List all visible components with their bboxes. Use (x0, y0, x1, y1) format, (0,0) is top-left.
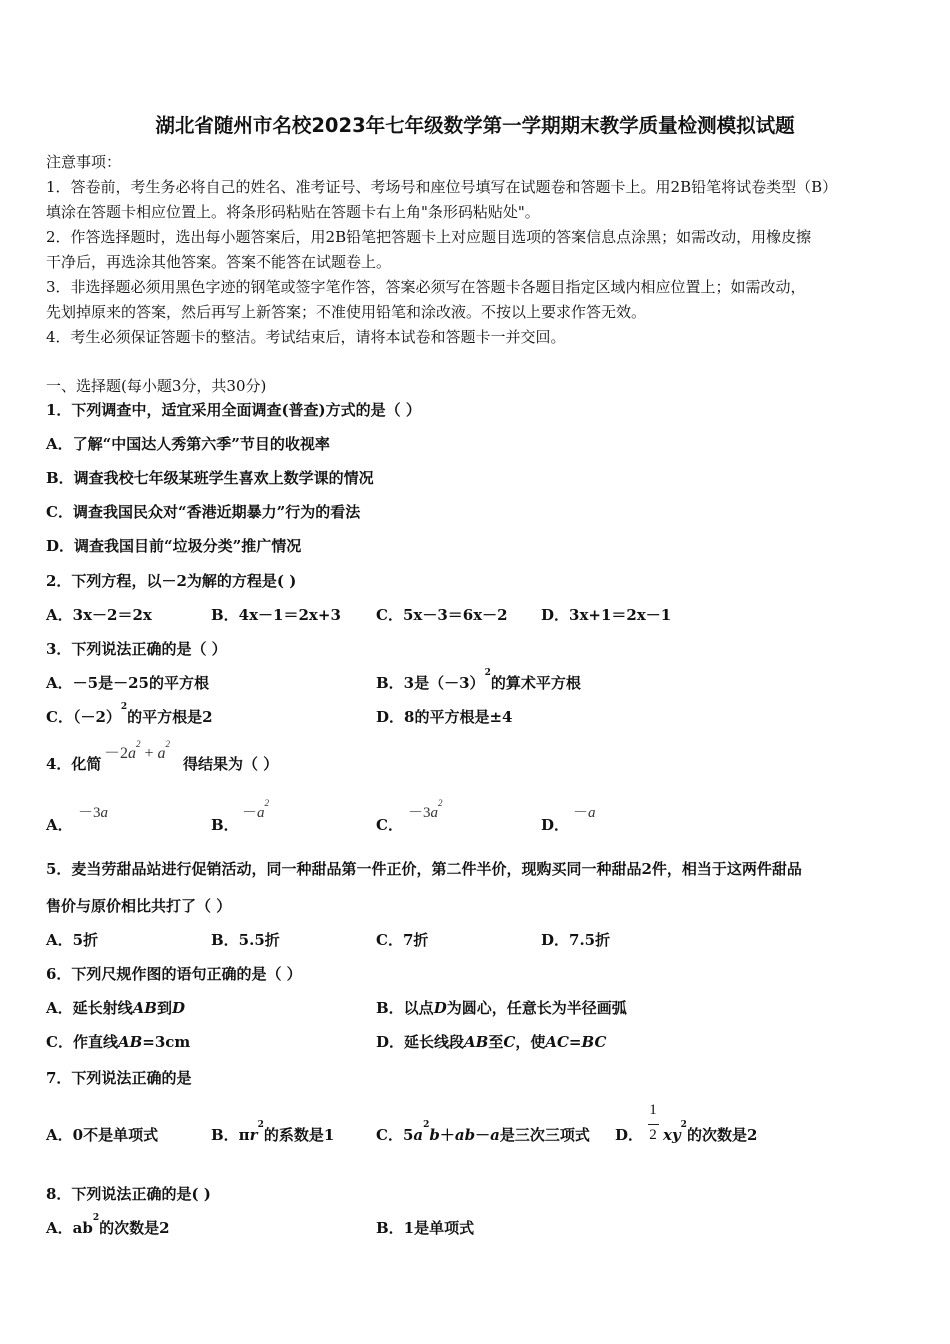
q4-option-a-label: A． (46, 816, 73, 834)
q6-a-text-2: 到 (156, 999, 172, 1017)
page-title: 湖北省随州市名校2023年七年级数学第一学期期末教学质量检测模拟试题 (155, 114, 795, 137)
q7-b-text-2: 的系数是1 (263, 1126, 335, 1144)
notice-line-6: 先划掉原来的答案，然后再写上新答案；不准使用铅笔和涂改液。不按以上要求作答无效。 (46, 303, 647, 321)
q7-d-denominator: 2 (649, 1127, 657, 1143)
q6-d-text-4: = (568, 1033, 582, 1051)
q3-option-b (376, 668, 581, 693)
notice-line-4: 干净后，再选涂其他答案。答案不能答在试题卷上。 (46, 253, 392, 271)
q4-option-b-expr (242, 798, 270, 823)
q7-c-var-1: a (413, 1126, 424, 1144)
q4-b-exp: 2 (264, 798, 270, 808)
q6-option-d (376, 1032, 606, 1052)
q8-a-text-2: 的次数是2 (99, 1219, 170, 1237)
q3-c-exponent: 2 (120, 702, 128, 712)
q7-d-fraction-bar (648, 1124, 659, 1125)
q7-stem: 7．下列说法正确的是 (46, 1069, 192, 1087)
q7-c-text-1: C．5 (376, 1126, 414, 1144)
q7-option-c (376, 1120, 590, 1145)
q6-c-var: AB (117, 1033, 143, 1051)
q3-option-a: A．－5是－25的平方根 (46, 674, 209, 692)
q2-option-a: A．3x－2＝2x (46, 606, 152, 624)
q6-option-c (46, 1032, 190, 1052)
q4-a-coef: －3 (78, 805, 101, 821)
q4-a-var: a (100, 805, 109, 821)
q7-option-a: A．0不是单项式 (46, 1126, 159, 1144)
q7-c-var-2: b (429, 1126, 440, 1144)
q4-expression (104, 739, 171, 764)
q4-expr-plus: + (140, 745, 158, 762)
q5-option-a: A．5折 (46, 931, 99, 949)
q8-option-b: B．1是单项式 (376, 1219, 475, 1237)
q7-option-d-label: D． (615, 1126, 644, 1144)
q4-stem-pre: 4．化简 (46, 755, 102, 773)
q7-c-var-4: a (490, 1126, 500, 1144)
q3-b-exponent: 2 (484, 668, 491, 678)
q7-d-numerator: 1 (649, 1102, 657, 1118)
q7-option-b (211, 1120, 335, 1145)
q2-option-c: C．5x－3＝6x－2 (376, 606, 508, 624)
q1-stem: 1．下列调查中，适宜采用全面调查(普查)方式的是（ ） (46, 401, 421, 419)
q7-option-d-body (663, 1120, 758, 1145)
q6-option-b (376, 998, 627, 1018)
q4-expr-exp-1: 2 (136, 739, 141, 749)
q4-expr-var-2: a (157, 745, 166, 762)
q5-stem-line-2: 售价与原价相比共打了（ ） (46, 897, 232, 915)
q4-c-coef: －3 (408, 805, 431, 821)
q7-c-var-3: ab (454, 1126, 476, 1144)
q7-d-text: 的次数是2 (686, 1126, 758, 1144)
q4-option-d-label: D． (541, 816, 570, 834)
notice-line-3: 2．作答选择题时，选出每小题答案后，用2B铅笔把答题卡上对应题目选项的答案信息点涂黑；如需改动，用橡皮擦 (46, 228, 812, 246)
q3-b-text-2: 的算术平方根 (490, 674, 581, 692)
q4-option-d-expr (573, 803, 596, 823)
q3-option-d: D．8的平方根是±4 (376, 708, 513, 726)
q4-b-var: a (257, 805, 265, 821)
q8-a-text-1: A．ab (46, 1219, 93, 1237)
q7-c-text-2: 是三次三项式 (499, 1126, 590, 1144)
q7-b-exp: 2 (257, 1120, 264, 1130)
q4-c-var: a (430, 805, 439, 821)
q1-option-d: D．调查我国目前“垃圾分类”推广情况 (46, 537, 302, 555)
q6-a-text-1: A．延长射线 (46, 999, 133, 1017)
q4-d-sign: － (573, 805, 589, 821)
q6-b-var: D (433, 999, 447, 1017)
notice-heading: 注意事项： (46, 153, 122, 171)
notice-line-2: 填涂在答题卡相应位置上。将条形码粘贴在答题卡右上角"条形码粘贴处"。 (46, 203, 540, 221)
q2-stem: 2．下列方程，以－2为解的方程是( ) (46, 572, 297, 590)
q7-b-text-1: B．π (211, 1126, 250, 1144)
q7-c-minus: － (475, 1126, 491, 1144)
q6-b-text-1: B．以点 (376, 999, 434, 1017)
q5-option-c: C．7折 (376, 931, 429, 949)
q4-stem-post: 得结果为（ ） (183, 755, 279, 773)
q3-c-text-1: C．（－2） (46, 708, 121, 726)
q6-a-var-2: D (171, 999, 185, 1017)
q6-d-var-4: BC (581, 1033, 607, 1051)
q5-stem-line-1: 5．麦当劳甜品站进行促销活动，同一种甜品第一件正价，第二件半价，现购买同一种甜品2件，相当于这两件甜品 (46, 860, 802, 878)
q7-c-exp: 2 (423, 1120, 430, 1130)
q3-stem: 3．下列说法正确的是（ ） (46, 640, 227, 658)
q2-option-d: D．3x+1＝2x－1 (541, 606, 672, 624)
q6-c-text-1: C．作直线 (46, 1033, 118, 1051)
q8-option-a (46, 1213, 170, 1238)
notice-line-1: 1．答卷前，考生务必将自己的姓名、准考证号、考场号和座位号填写在试题卷和答题卡上。用2B铅笔将试卷类型（B） (46, 178, 838, 196)
q6-d-var-2: C (503, 1033, 516, 1051)
q6-option-a (46, 998, 185, 1018)
q5-option-b: B．5.5折 (211, 931, 280, 949)
q8-stem: 8．下列说法正确的是( ) (46, 1185, 211, 1203)
q4-option-c-label: C． (376, 816, 403, 834)
q4-expr-exp-2: 2 (165, 739, 171, 749)
q3-c-text-2: 的平方根是2 (127, 708, 213, 726)
q6-d-var-3: AC (545, 1033, 569, 1051)
q7-b-var: r (249, 1126, 258, 1144)
q6-b-text-2: 为圆心，任意长为半径画弧 (446, 999, 627, 1017)
q5-option-d: D．7.5折 (541, 931, 611, 949)
q7-d-var: xy (663, 1126, 681, 1144)
q7-c-plus: ＋ (439, 1126, 455, 1144)
q8-a-exp: 2 (92, 1213, 100, 1223)
notice-line-5: 3．非选择题必须用黑色字迹的钢笔或签字笔作答，答案必须写在答题卡各题目指定区域内相应位置上；如需改动， (46, 278, 806, 296)
q6-c-text-2: =3cm (142, 1033, 191, 1051)
q6-d-text-1: D．延长线段 (376, 1033, 465, 1051)
q3-option-c (46, 702, 213, 727)
q6-a-var-1: AB (132, 999, 157, 1017)
q4-option-c-expr (408, 798, 443, 823)
q4-expr-var-1: a (128, 745, 137, 762)
q4-option-a-expr (78, 803, 108, 823)
q7-d-exp: 2 (680, 1120, 687, 1130)
q1-option-b: B．调查我校七年级某班学生喜欢上数学课的情况 (46, 469, 374, 487)
section-heading: 一、选择题(每小题3分，共30分) (46, 377, 267, 395)
q4-expr-coef: －2 (104, 745, 129, 762)
q1-option-a: A．了解“中国达人秀第六季”节目的收视率 (46, 435, 330, 453)
q4-d-var: a (588, 805, 596, 821)
q6-stem: 6．下列尺规作图的语句正确的是（ ） (46, 965, 302, 983)
q2-option-b: B．4x－1＝2x+3 (211, 606, 341, 624)
notice-line-7: 4．考生必须保证答题卡的整洁。考试结束后，请将本试卷和答题卡一并交回。 (46, 328, 566, 346)
q6-d-text-2: 至 (488, 1033, 504, 1051)
q6-d-var-1: AB (464, 1033, 489, 1051)
q4-b-sign: － (242, 805, 258, 821)
q1-option-c: C．调查我国民众对“香港近期暴力”行为的看法 (46, 503, 361, 521)
q3-b-text-1: B．3是（－3） (376, 674, 485, 692)
q4-c-exp: 2 (438, 798, 443, 808)
q4-option-b-label: B． (211, 816, 239, 834)
q6-d-text-3: ，使 (515, 1033, 546, 1051)
